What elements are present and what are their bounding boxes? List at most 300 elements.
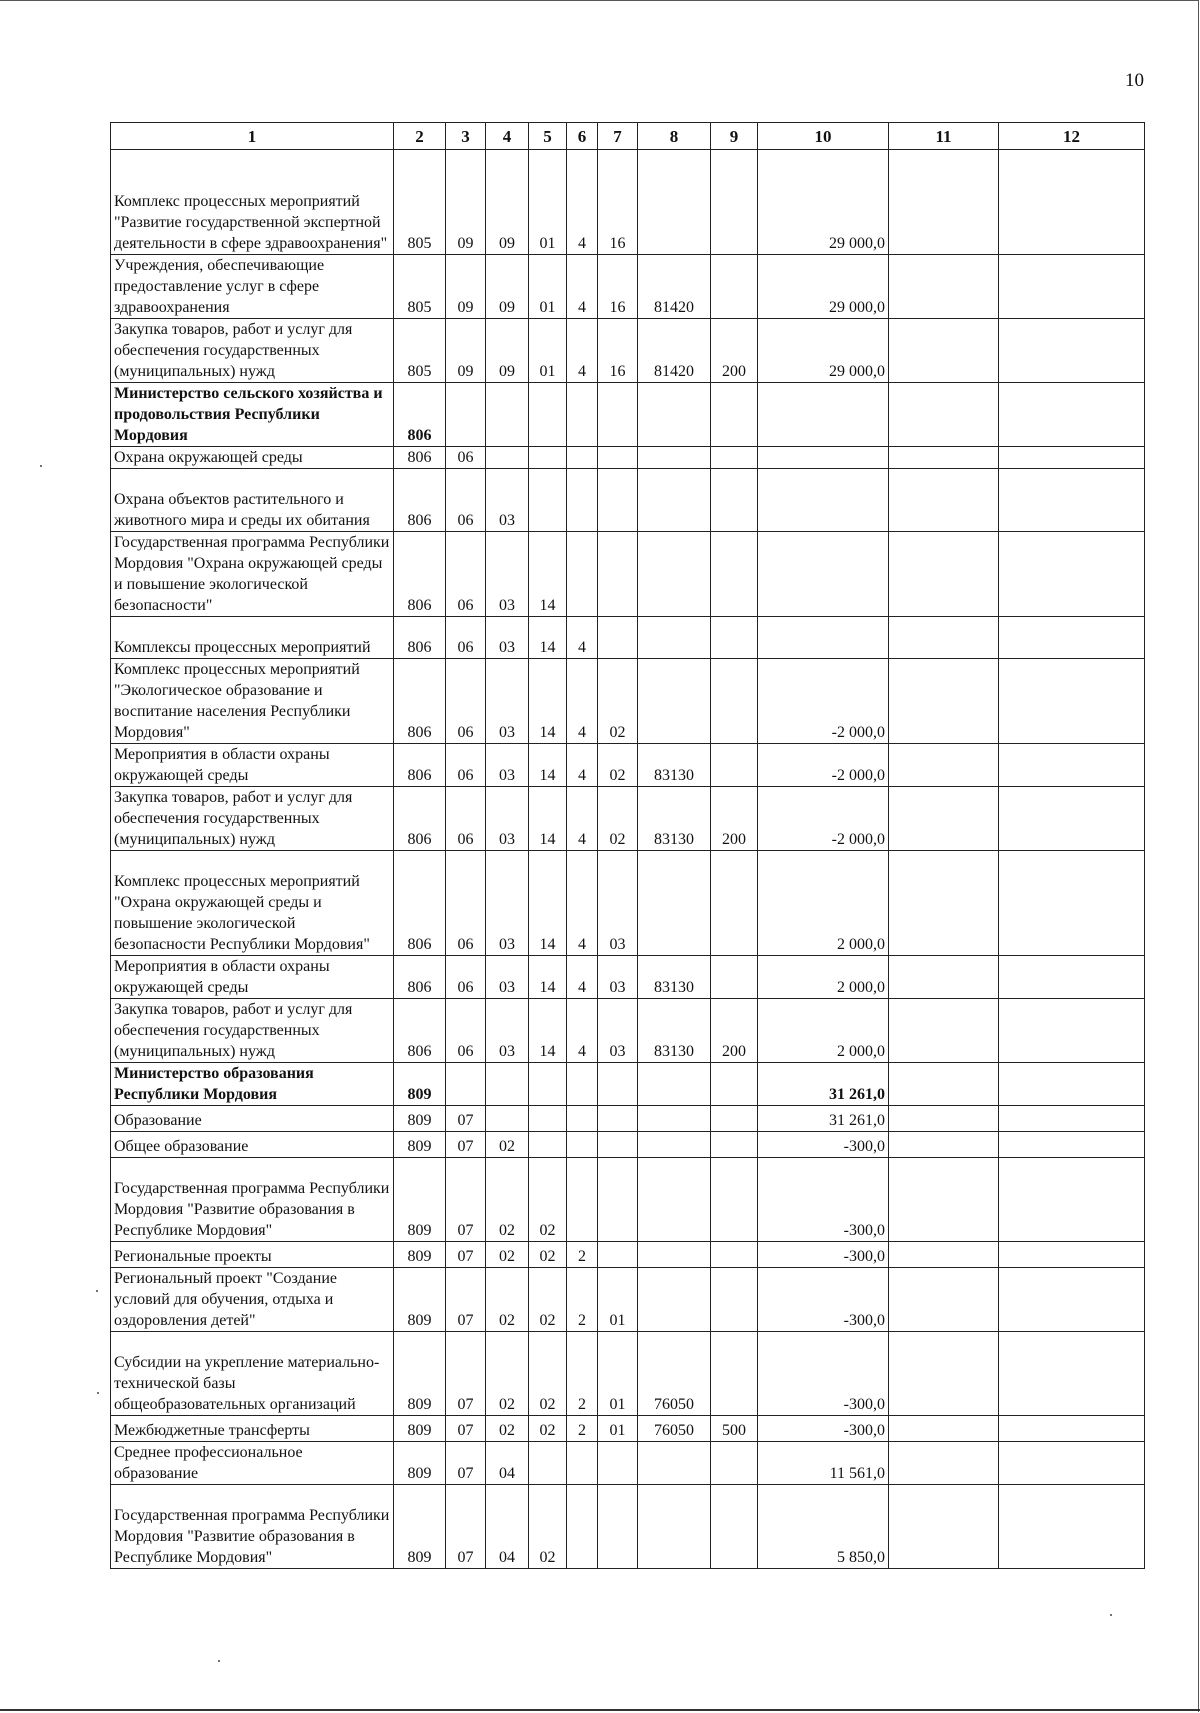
cell-program: 02 [529, 1416, 567, 1442]
cell-column-12 [999, 255, 1145, 319]
cell-event [598, 447, 638, 469]
cell-subprogram: 4 [567, 659, 598, 744]
cell-subprogram [567, 532, 598, 617]
cell-description: Охрана окружающей среды [111, 447, 394, 469]
cell-description: Государственная программа Республики Мордовия "Развитие образования в Республике Мордовия" [111, 1485, 394, 1569]
cell-amount: -300,0 [758, 1268, 889, 1332]
cell-amount [758, 469, 889, 532]
table-row [111, 744, 1145, 787]
cell-section: 09 [446, 255, 486, 319]
cell-subsection [486, 1063, 529, 1106]
cell-expense-direction: 83130 [638, 787, 711, 851]
cell-admin-code: 806 [394, 532, 446, 617]
cell-event: 01 [598, 1416, 638, 1442]
cell-event [598, 469, 638, 532]
cell-admin-code: 805 [394, 255, 446, 319]
cell-admin-code: 806 [394, 851, 446, 956]
column-header: 2 [394, 123, 446, 150]
cell-amount [758, 383, 889, 447]
cell-event: 03 [598, 999, 638, 1063]
table-header-row [111, 123, 1145, 150]
cell-amount: 11 561,0 [758, 1442, 889, 1485]
cell-amount: 5 850,0 [758, 1485, 889, 1569]
cell-expense-direction: 83130 [638, 744, 711, 787]
cell-event: 03 [598, 956, 638, 999]
column-header: 7 [598, 123, 638, 150]
cell-subprogram [567, 383, 598, 447]
cell-expense-direction: 76050 [638, 1332, 711, 1416]
cell-expense-type: 200 [711, 787, 758, 851]
cell-amount: -2 000,0 [758, 659, 889, 744]
cell-description: Комплекс процессных мероприятий "Развитие государственной экспертной деятельности в сфере здравоохранения" [111, 150, 394, 255]
cell-event [598, 1158, 638, 1242]
cell-column-11 [889, 469, 999, 532]
table-row [111, 956, 1145, 999]
cell-expense-type [711, 744, 758, 787]
cell-description: Закупка товаров, работ и услуг для обеспечения государственных (муниципальных) нужд [111, 999, 394, 1063]
column-header: 1 [111, 123, 394, 150]
cell-program [529, 447, 567, 469]
cell-expense-type [711, 617, 758, 659]
table-row [111, 787, 1145, 851]
cell-subsection: 04 [486, 1485, 529, 1569]
table-row [111, 1268, 1145, 1332]
cell-expense-type [711, 1485, 758, 1569]
cell-column-12 [999, 1268, 1145, 1332]
column-header: 3 [446, 123, 486, 150]
cell-event: 02 [598, 659, 638, 744]
cell-subsection: 03 [486, 999, 529, 1063]
cell-program: 14 [529, 999, 567, 1063]
cell-subsection: 03 [486, 956, 529, 999]
cell-amount [758, 617, 889, 659]
cell-subsection: 03 [486, 744, 529, 787]
cell-description: Общее образование [111, 1132, 394, 1158]
cell-expense-direction [638, 617, 711, 659]
cell-subsection [486, 1106, 529, 1132]
cell-section [446, 1063, 486, 1106]
cell-column-12 [999, 1416, 1145, 1442]
cell-event [598, 1132, 638, 1158]
cell-column-11 [889, 787, 999, 851]
cell-expense-type [711, 851, 758, 956]
cell-admin-code: 806 [394, 787, 446, 851]
cell-section: 07 [446, 1106, 486, 1132]
cell-admin-code: 809 [394, 1106, 446, 1132]
cell-program: 02 [529, 1268, 567, 1332]
cell-expense-direction [638, 150, 711, 255]
table-row [111, 150, 1145, 255]
cell-description: Мероприятия в области охраны окружающей среды [111, 744, 394, 787]
cell-expense-type [711, 1158, 758, 1242]
cell-admin-code: 809 [394, 1442, 446, 1485]
cell-admin-code: 809 [394, 1132, 446, 1158]
cell-event: 02 [598, 744, 638, 787]
cell-expense-direction: 81420 [638, 319, 711, 383]
cell-expense-type [711, 1332, 758, 1416]
cell-event: 16 [598, 319, 638, 383]
cell-admin-code: 806 [394, 999, 446, 1063]
table-row [111, 1442, 1145, 1485]
cell-admin-code: 806 [394, 956, 446, 999]
cell-subsection: 03 [486, 851, 529, 956]
cell-admin-code: 809 [394, 1268, 446, 1332]
cell-amount: -300,0 [758, 1132, 889, 1158]
cell-subsection: 02 [486, 1268, 529, 1332]
table-row [111, 1332, 1145, 1416]
cell-description: Комплексы процессных мероприятий [111, 617, 394, 659]
table-row [111, 1158, 1145, 1242]
cell-program: 01 [529, 150, 567, 255]
cell-amount: -2 000,0 [758, 744, 889, 787]
cell-column-11 [889, 617, 999, 659]
table-row [111, 999, 1145, 1063]
cell-amount: 29 000,0 [758, 319, 889, 383]
cell-column-11 [889, 1158, 999, 1242]
cell-admin-code: 809 [394, 1158, 446, 1242]
cell-column-12 [999, 532, 1145, 617]
cell-admin-code: 809 [394, 1063, 446, 1106]
cell-amount: 29 000,0 [758, 255, 889, 319]
cell-amount: -2 000,0 [758, 787, 889, 851]
scan-speck [218, 1660, 220, 1662]
scan-speck [40, 465, 42, 467]
cell-event: 16 [598, 255, 638, 319]
cell-subprogram: 4 [567, 787, 598, 851]
cell-column-11 [889, 1442, 999, 1485]
cell-expense-direction: 83130 [638, 956, 711, 999]
cell-subprogram: 2 [567, 1332, 598, 1416]
cell-amount: -300,0 [758, 1242, 889, 1268]
cell-admin-code: 809 [394, 1332, 446, 1416]
cell-expense-direction [638, 1158, 711, 1242]
table-row [111, 1063, 1145, 1106]
cell-subsection: 02 [486, 1416, 529, 1442]
cell-program [529, 1106, 567, 1132]
cell-expense-direction [638, 383, 711, 447]
cell-column-11 [889, 659, 999, 744]
cell-admin-code: 806 [394, 383, 446, 447]
cell-expense-direction [638, 659, 711, 744]
cell-program [529, 1442, 567, 1485]
cell-subprogram [567, 1106, 598, 1132]
table-row [111, 1485, 1145, 1569]
column-header: 8 [638, 123, 711, 150]
cell-program: 14 [529, 659, 567, 744]
cell-admin-code: 806 [394, 469, 446, 532]
cell-subsection: 02 [486, 1332, 529, 1416]
cell-program [529, 383, 567, 447]
cell-event: 03 [598, 851, 638, 956]
cell-admin-code: 805 [394, 150, 446, 255]
column-header: 5 [529, 123, 567, 150]
cell-program [529, 1132, 567, 1158]
page-number: 10 [1125, 70, 1144, 91]
cell-column-11 [889, 1063, 999, 1106]
column-header: 4 [486, 123, 529, 150]
cell-expense-type [711, 447, 758, 469]
cell-expense-type [711, 255, 758, 319]
cell-column-11 [889, 744, 999, 787]
cell-subprogram: 4 [567, 744, 598, 787]
cell-expense-direction [638, 1106, 711, 1132]
table-row [111, 469, 1145, 532]
cell-column-11 [889, 532, 999, 617]
cell-description: Межбюджетные трансферты [111, 1416, 394, 1442]
table-row [111, 447, 1145, 469]
cell-subprogram: 4 [567, 150, 598, 255]
cell-column-12 [999, 319, 1145, 383]
column-header: 11 [889, 123, 999, 150]
cell-column-11 [889, 383, 999, 447]
cell-column-12 [999, 956, 1145, 999]
cell-amount: 2 000,0 [758, 851, 889, 956]
cell-subsection: 03 [486, 469, 529, 532]
cell-subsection: 03 [486, 787, 529, 851]
cell-event: 01 [598, 1332, 638, 1416]
cell-program: 02 [529, 1158, 567, 1242]
cell-expense-direction [638, 447, 711, 469]
table-row [111, 1106, 1145, 1132]
cell-amount [758, 532, 889, 617]
cell-subsection: 03 [486, 659, 529, 744]
cell-column-12 [999, 617, 1145, 659]
cell-column-11 [889, 1132, 999, 1158]
table-row [111, 659, 1145, 744]
cell-section: 06 [446, 744, 486, 787]
cell-subsection: 09 [486, 319, 529, 383]
table-row [111, 1242, 1145, 1268]
cell-program: 14 [529, 851, 567, 956]
cell-admin-code: 805 [394, 319, 446, 383]
cell-column-11 [889, 1242, 999, 1268]
cell-section: 07 [446, 1242, 486, 1268]
cell-column-12 [999, 851, 1145, 956]
cell-event [598, 532, 638, 617]
cell-program: 01 [529, 255, 567, 319]
cell-column-12 [999, 1242, 1145, 1268]
cell-section: 07 [446, 1416, 486, 1442]
cell-column-12 [999, 1332, 1145, 1416]
cell-amount: -300,0 [758, 1158, 889, 1242]
cell-description: Закупка товаров, работ и услуг для обеспечения государственных (муниципальных) нужд [111, 787, 394, 851]
cell-subprogram: 4 [567, 319, 598, 383]
cell-column-12 [999, 1132, 1145, 1158]
cell-subprogram [567, 469, 598, 532]
column-header: 6 [567, 123, 598, 150]
cell-expense-direction [638, 1132, 711, 1158]
cell-description: Среднее профессиональное образование [111, 1442, 394, 1485]
cell-subsection: 03 [486, 617, 529, 659]
cell-expense-type: 500 [711, 1416, 758, 1442]
column-header: 9 [711, 123, 758, 150]
cell-column-11 [889, 319, 999, 383]
cell-column-12 [999, 383, 1145, 447]
cell-expense-type [711, 1063, 758, 1106]
cell-section: 06 [446, 532, 486, 617]
cell-section: 06 [446, 617, 486, 659]
cell-expense-type [711, 1132, 758, 1158]
cell-event [598, 383, 638, 447]
scan-bottom-edge [0, 1709, 1200, 1711]
cell-column-11 [889, 150, 999, 255]
cell-event [598, 1442, 638, 1485]
cell-subprogram: 4 [567, 851, 598, 956]
cell-amount: 29 000,0 [758, 150, 889, 255]
cell-description: Закупка товаров, работ и услуг для обеспечения государственных (муниципальных) нужд [111, 319, 394, 383]
cell-column-12 [999, 469, 1145, 532]
cell-event [598, 617, 638, 659]
cell-column-12 [999, 1063, 1145, 1106]
cell-subsection: 09 [486, 255, 529, 319]
cell-expense-type [711, 1268, 758, 1332]
cell-subsection: 03 [486, 532, 529, 617]
cell-amount: -300,0 [758, 1332, 889, 1416]
cell-expense-direction [638, 532, 711, 617]
cell-subprogram: 2 [567, 1416, 598, 1442]
cell-description: Учреждения, обеспечивающие предоставление услуг в сфере здравоохранения [111, 255, 394, 319]
cell-expense-direction [638, 1242, 711, 1268]
cell-section: 09 [446, 150, 486, 255]
cell-expense-type [711, 659, 758, 744]
cell-description: Мероприятия в области охраны окружающей среды [111, 956, 394, 999]
cell-event: 02 [598, 787, 638, 851]
cell-subprogram [567, 447, 598, 469]
column-header: 12 [999, 123, 1145, 150]
cell-column-11 [889, 1268, 999, 1332]
cell-expense-type: 200 [711, 999, 758, 1063]
cell-program: 02 [529, 1485, 567, 1569]
cell-expense-type [711, 150, 758, 255]
cell-description: Государственная программа Республики Мордовия "Развитие образования в Республике Мордовия" [111, 1158, 394, 1242]
table-row [111, 319, 1145, 383]
table-row [111, 617, 1145, 659]
cell-program [529, 1063, 567, 1106]
cell-admin-code: 809 [394, 1242, 446, 1268]
cell-column-11 [889, 447, 999, 469]
table-row [111, 383, 1145, 447]
cell-description: Образование [111, 1106, 394, 1132]
cell-expense-direction: 76050 [638, 1416, 711, 1442]
cell-description: Министерство образования Республики Мордовия [111, 1063, 394, 1106]
cell-column-12 [999, 1442, 1145, 1485]
cell-subprogram [567, 1132, 598, 1158]
cell-program: 14 [529, 956, 567, 999]
cell-event: 01 [598, 1268, 638, 1332]
cell-column-11 [889, 255, 999, 319]
cell-description: Региональный проект "Создание условий для обучения, отдыха и оздоровления детей" [111, 1268, 394, 1332]
cell-description: Государственная программа Республики Мордовия "Охрана окружающей среды и повышение экологической безопасности" [111, 532, 394, 617]
cell-column-12 [999, 659, 1145, 744]
cell-program: 14 [529, 617, 567, 659]
cell-subsection [486, 383, 529, 447]
cell-expense-type [711, 1242, 758, 1268]
cell-column-11 [889, 1485, 999, 1569]
cell-admin-code: 809 [394, 1416, 446, 1442]
cell-column-12 [999, 150, 1145, 255]
cell-section: 07 [446, 1442, 486, 1485]
cell-expense-type [711, 1106, 758, 1132]
cell-subprogram [567, 1442, 598, 1485]
cell-section [446, 383, 486, 447]
cell-expense-direction [638, 1268, 711, 1332]
cell-subsection [486, 447, 529, 469]
cell-amount [758, 447, 889, 469]
scan-speck [1110, 1614, 1112, 1616]
cell-subsection: 02 [486, 1158, 529, 1242]
cell-expense-direction [638, 469, 711, 532]
cell-program: 02 [529, 1242, 567, 1268]
cell-expense-direction [638, 1063, 711, 1106]
cell-admin-code: 806 [394, 744, 446, 787]
cell-expense-type [711, 1442, 758, 1485]
cell-event: 16 [598, 150, 638, 255]
cell-expense-type [711, 956, 758, 999]
cell-column-12 [999, 999, 1145, 1063]
cell-section: 07 [446, 1158, 486, 1242]
table-row [111, 1416, 1145, 1442]
cell-section: 06 [446, 851, 486, 956]
cell-admin-code: 809 [394, 1485, 446, 1569]
cell-program [529, 469, 567, 532]
cell-subsection: 09 [486, 150, 529, 255]
table-row [111, 1132, 1145, 1158]
cell-column-11 [889, 956, 999, 999]
cell-event [598, 1106, 638, 1132]
cell-section: 07 [446, 1268, 486, 1332]
cell-column-12 [999, 1106, 1145, 1132]
cell-column-12 [999, 744, 1145, 787]
cell-section: 06 [446, 447, 486, 469]
cell-program: 14 [529, 744, 567, 787]
cell-column-12 [999, 1158, 1145, 1242]
cell-description: Министерство сельского хозяйства и продовольствия Республики Мордовия [111, 383, 394, 447]
cell-admin-code: 806 [394, 659, 446, 744]
cell-amount: 31 261,0 [758, 1063, 889, 1106]
cell-admin-code: 806 [394, 617, 446, 659]
cell-description: Региональные проекты [111, 1242, 394, 1268]
cell-column-11 [889, 1106, 999, 1132]
cell-amount: 2 000,0 [758, 999, 889, 1063]
cell-description: Охрана объектов растительного и животного мира и среды их обитания [111, 469, 394, 532]
cell-subprogram: 2 [567, 1242, 598, 1268]
cell-section: 07 [446, 1132, 486, 1158]
cell-program: 01 [529, 319, 567, 383]
cell-admin-code: 806 [394, 447, 446, 469]
cell-subprogram: 2 [567, 1268, 598, 1332]
table-row [111, 255, 1145, 319]
cell-subprogram: 4 [567, 617, 598, 659]
cell-section: 06 [446, 956, 486, 999]
table-row [111, 851, 1145, 956]
cell-section: 07 [446, 1332, 486, 1416]
cell-column-12 [999, 1485, 1145, 1569]
budget-table [110, 122, 1145, 1569]
cell-program: 14 [529, 787, 567, 851]
cell-subprogram [567, 1158, 598, 1242]
cell-description: Комплекс процессных мероприятий "Экологическое образование и воспитание населения Республики Мордовия" [111, 659, 394, 744]
cell-subsection: 04 [486, 1442, 529, 1485]
cell-amount: 31 261,0 [758, 1106, 889, 1132]
cell-section: 07 [446, 1485, 486, 1569]
cell-subsection: 02 [486, 1242, 529, 1268]
cell-event [598, 1063, 638, 1106]
cell-subprogram [567, 1485, 598, 1569]
cell-expense-direction [638, 1442, 711, 1485]
cell-section: 06 [446, 787, 486, 851]
cell-expense-type: 200 [711, 319, 758, 383]
cell-section: 06 [446, 469, 486, 532]
